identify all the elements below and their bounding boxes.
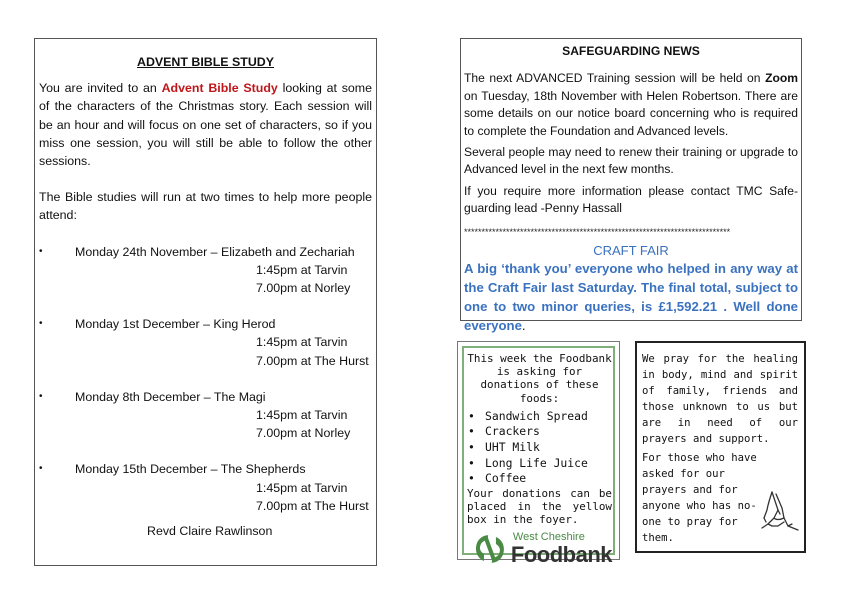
session-item — [39, 460, 372, 515]
logo-big-text: Foodbank — [510, 542, 612, 568]
bullet-icon: • — [39, 390, 43, 402]
safeguarding-paragraph — [464, 70, 798, 140]
craft-fair-end: . — [521, 318, 526, 334]
session-time: 7.00pm at The Hurst — [256, 353, 369, 368]
advent-intro — [39, 79, 372, 170]
advent-highlight: Advent Bible Study — [161, 81, 278, 96]
list-item: • UHT Milk — [467, 440, 612, 456]
logo-small-text: West Cheshire — [512, 531, 585, 544]
prayer-paragraph: For those who have asked for our prayers and for anyone who has no-one to pray for them. — [642, 451, 757, 545]
safeguarding-news-panel — [460, 38, 802, 334]
session-time: 7.00pm at The Hurst — [256, 498, 369, 513]
advent-bible-study-panel — [34, 38, 377, 566]
advent-intro-rest: looking at some of the characters of the Christmas story. Each session will be an hour and will focus on one set of characters, so if you miss one session, you will still be able to follow the other sessions. — [39, 81, 372, 169]
craft-fair-message: A big ‘thank you’ everyone who helped in any way at the Craft Fair last Saturday. The final total, subject to one to two minor queries, is £1,592.21 . Well done everyone — [464, 261, 798, 334]
foodbank-note: Your donations can be placed in the yellow box in the foyer. — [467, 486, 612, 527]
safeguarding-paragraph: If you require more information please contact TMC Safe-guarding lead -Penny Hassall — [464, 183, 798, 216]
safeguarding-text: on Tuesday, 18th November with Helen Robertson. There are some details on our notice board concerning who is required to complete the Foundation and Advanced levels. — [464, 88, 798, 138]
list-item: • Crackers — [467, 424, 612, 440]
session-time: 1:45pm at Tarvin — [256, 408, 348, 423]
safeguarding-title: SAFEGUARDING NEWS — [562, 44, 700, 58]
session-time: 1:45pm at Tarvin — [256, 335, 348, 350]
session-time: 1:45pm at Tarvin — [256, 480, 348, 495]
session-item — [39, 243, 372, 298]
safeguarding-text: The next ADVANCED Training session will be held on — [464, 71, 766, 86]
advent-times-text: The Bible studies will run at two times to help more people attend: — [39, 190, 372, 223]
list-item: • Sandwich Spread — [467, 409, 612, 425]
list-item: • Coffee — [467, 471, 612, 487]
list-item: • Long Life Juice — [467, 456, 612, 472]
foodbank-panel — [457, 341, 620, 568]
advent-intro-text: You are invited to an — [39, 81, 162, 96]
star-divider: **************************************************************************** — [464, 226, 731, 237]
foodbank-logo-text — [511, 532, 612, 566]
session-heading: Monday 24th November – Elizabeth and Zechariah — [75, 244, 355, 259]
session-heading: Monday 15th December – The Shepherds — [75, 462, 306, 477]
session-item — [39, 388, 372, 443]
advent-signature: Revd Claire Rawlinson — [147, 524, 273, 539]
foodbank-list — [467, 409, 612, 487]
prayer-paragraph: We pray for the healing in body, mind and spirit of family, friends and those unknown to us but are in need of our prayers and support. — [642, 353, 798, 446]
advent-title: ADVENT BIBLE STUDY — [137, 55, 274, 69]
bullet-icon: • — [39, 463, 43, 475]
prayer-panel — [635, 341, 806, 553]
foodbank-intro: This week the Foodbank is asking for donations of these foods: — [467, 352, 612, 405]
craft-fair-text — [464, 259, 798, 335]
safeguarding-paragraph: Several people may need to renew their training or upgrade to Advanced level in the next few months. — [464, 145, 798, 177]
session-time: 7.00pm at Norley — [256, 281, 351, 296]
session-heading: Monday 8th December – The Magi — [75, 389, 266, 404]
session-heading: Monday 1st December – King Herod — [75, 317, 276, 332]
session-time: 1:45pm at Tarvin — [256, 262, 348, 277]
praying-hands-icon — [758, 488, 802, 532]
session-time: 7.00pm at Norley — [256, 426, 351, 441]
bullet-icon: • — [39, 245, 43, 257]
foodbank-logo-icon — [473, 532, 507, 566]
foodbank-frame — [462, 346, 615, 568]
zoom-highlight: Zoom — [765, 71, 798, 86]
bullet-icon: • — [39, 318, 43, 330]
session-item — [39, 315, 372, 370]
craft-fair-title: CRAFT FAIR — [593, 242, 669, 258]
foodbank-logo — [467, 532, 612, 566]
